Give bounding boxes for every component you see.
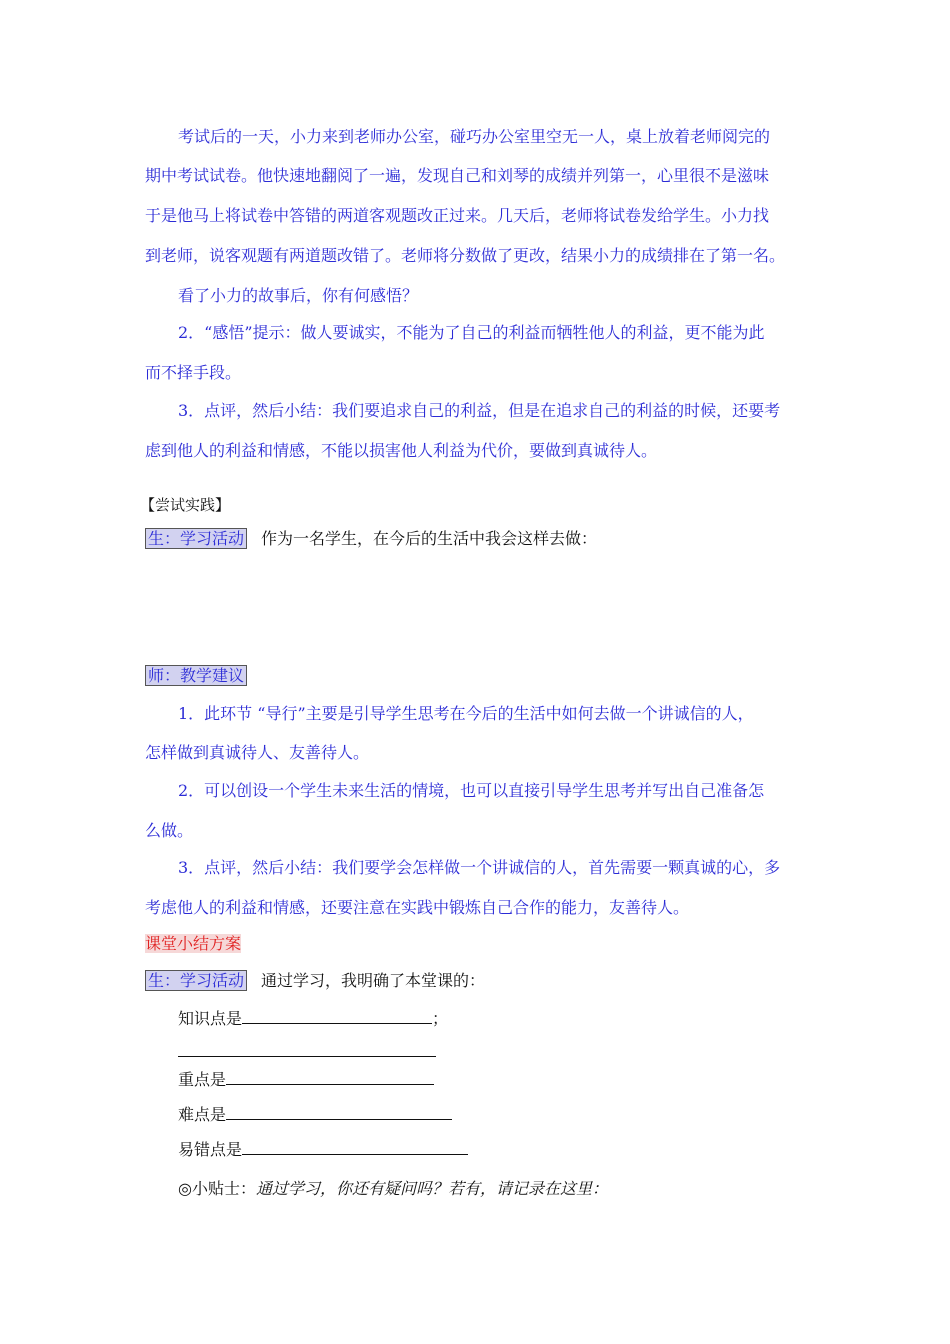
knowledge-label: 知识点是 [178,1009,243,1028]
difficult-point-row [178,1103,452,1126]
error-point-row [178,1138,468,1161]
story-line-1: 考试后的一天，小力来到老师办公室，碰巧办公室里空无一人，桌上放着老师阅完的 [178,127,771,146]
tip-text: 通过学习，你还有疑问吗？若有，请记录在这里： [255,1179,608,1198]
story-question: 看了小力的故事后，你有何感悟？ [178,286,419,305]
teacher-row [145,665,261,687]
practice-row [145,528,597,550]
key-point-label: 重点是 [178,1070,227,1089]
insight-tip-line-2: 而不择手段。 [145,363,242,382]
extra-blank[interactable] [178,1040,436,1057]
comment-line-2: 虑到他人的利益和情感，不能以损害他人利益为代价，要做到真诚待人。 [145,441,658,460]
key-point-row [178,1068,434,1091]
difficult-point-label: 难点是 [178,1105,227,1124]
teacher-item1-line-1: 1．此环节 “导行”主要是引导学生思考在今后的生活中如何去做一个讲诚信的人， [178,704,754,723]
practice-heading: 【尝试实践】 [140,496,231,514]
insight-tip-line-1: 2．“感悟”提示：做人要诚实，不能为了自己的利益而牺牲他人的利益，更不能为此 [178,323,765,342]
key-point-blank[interactable] [226,1068,434,1085]
knowledge-end: ； [432,1009,449,1028]
summary-prompt: 通过学习，我明确了本堂课的： [261,971,486,990]
teacher-item1-line-2: 怎样做到真诚待人、友善待人。 [145,743,370,762]
knowledge-row [178,1007,448,1030]
teacher-item3-line-1: 3．点评，然后小结：我们要学会怎样做一个讲诚信的人，首先需要一颗真诚的心，多 [178,858,781,877]
tip-row [178,1178,608,1200]
teacher-item2-line-1: 2．可以创设一个学生未来生活的情境，也可以直接引导学生思考并写出自己准备怎 [178,781,765,800]
teacher-suggestion-tag: 师：教学建议 [145,665,247,686]
student-activity-tag: 生：学习活动 [145,528,247,549]
knowledge-blank[interactable] [242,1007,432,1024]
summary-activity-tag: 生：学习活动 [145,970,247,991]
difficult-point-blank[interactable] [226,1103,452,1120]
teacher-item3-line-2: 考虑他人的利益和情感，还要注意在实践中锻炼自己合作的能力，友善待人。 [145,898,690,917]
summary-activity-row [145,970,485,992]
summary-heading-row [145,933,241,955]
teacher-item2-line-2: 么做。 [145,821,194,840]
comment-line-1: 3．点评，然后小结：我们要追求自己的利益，但是在追求自己的利益的时候，还要考 [178,401,781,420]
error-point-label: 易错点是 [178,1140,243,1159]
summary-heading: 课堂小结方案 [145,934,242,953]
error-point-blank[interactable] [242,1138,468,1155]
story-line-3: 于是他马上将试卷中答错的两道客观题改正过来。几天后，老师将试卷发给学生。小力找 [145,206,770,225]
tip-prefix: ◎小贴士： [178,1179,256,1198]
extra-blank-row [178,1040,436,1063]
practice-prompt: 作为一名学生，在今后的生活中我会这样去做： [261,529,598,548]
story-line-4: 到老师，说客观题有两道题改错了。老师将分数做了更改，结果小力的成绩排在了第一名。 [145,246,786,265]
story-line-2: 期中考试试卷。他快速地翻阅了一遍，发现自己和刘琴的成绩并列第一，心里很不是滋味 [145,166,770,185]
